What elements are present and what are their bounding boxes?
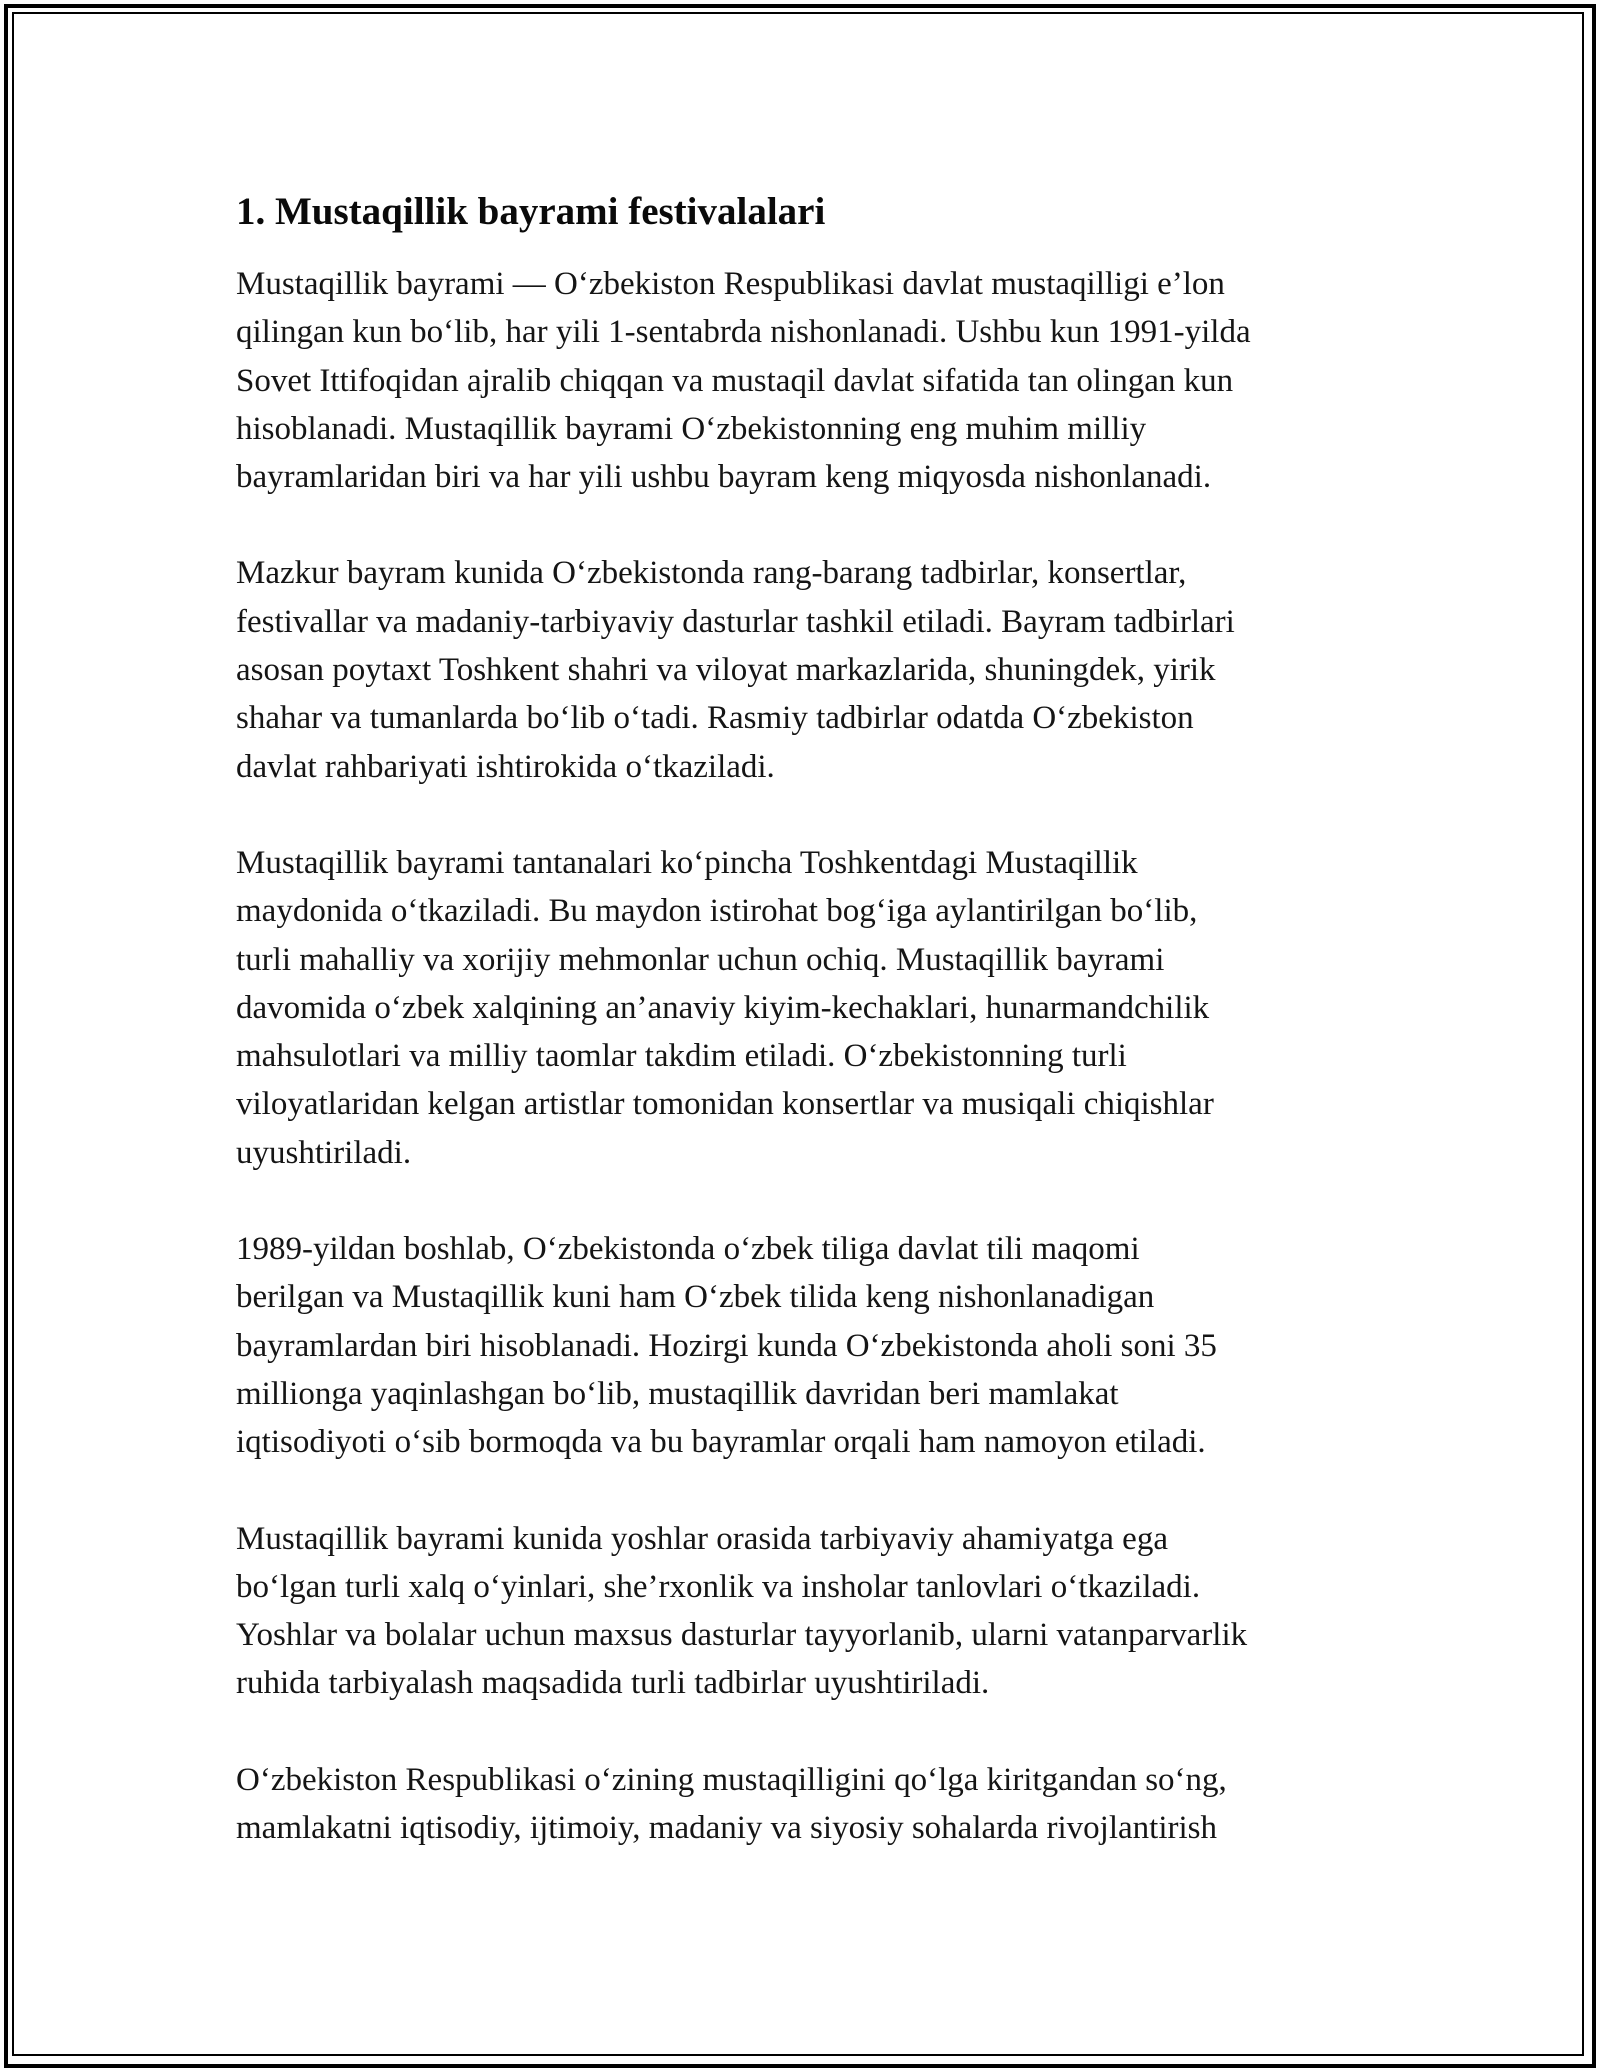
document-body	[236, 186, 1386, 1900]
paragraph-line: iqtisodiyoti o‘sib bormoqda va bu bayramlar orqali ham namoyon etiladi.	[236, 1424, 1206, 1461]
paragraph-line: turli mahalliy va xorijiy mehmonlar uchun ochiq. Mustaqillik bayrami	[236, 941, 1165, 978]
paragraph-line: hisoblanadi. Mustaqillik bayrami O‘zbekistonning eng muhim milliy	[236, 410, 1147, 447]
paragraph-line: Yoshlar va bolalar uchun maxsus dasturlar tayyorlanib, ularni vatanparvarlik	[236, 1617, 1248, 1654]
paragraph-line: davlat rahbariyati ishtirokida o‘tkaziladi.	[236, 748, 775, 785]
paragraph	[236, 839, 1386, 1177]
paragraph-line: Mustaqillik bayrami kunida yoshlar orasida tarbiyaviy ahamiyatga ega	[236, 1520, 1168, 1557]
paragraph-line: asosan poytaxt Toshkent shahri va viloyat markazlarida, shuningdek, yirik	[236, 652, 1216, 689]
paragraph	[236, 1756, 1386, 1853]
paragraph-line: berilgan va Mustaqillik kuni ham O‘zbek tilida keng nishonlanadigan	[236, 1279, 1155, 1316]
paragraph-line: O‘zbekiston Respublikasi o‘zining mustaqilligini qo‘lga kiritgandan so‘ng,	[236, 1761, 1227, 1798]
paragraph-list	[236, 260, 1386, 1852]
paragraph-line: Mazkur bayram kunida O‘zbekistonda rang-barang tadbirlar, konsertlar,	[236, 555, 1187, 592]
paragraph-line: Mustaqillik bayrami tantanalari ko‘pincha Toshkentdagi Mustaqillik	[236, 844, 1138, 881]
paragraph-line: Mustaqillik bayrami — O‘zbekiston Respublikasi davlat mustaqilligi e’lon	[236, 266, 1225, 302]
paragraph-line: qilingan kun bo‘lib, har yili 1-sentabrda nishonlanadi. Ushbu kun 1991-yilda	[236, 314, 1251, 351]
paragraph-line: ruhida tarbiyalash maqsadida turli tadbirlar uyushtiriladi.	[236, 1665, 990, 1702]
paragraph-line: 1989-yildan boshlab, O‘zbekistonda o‘zbek tiliga davlat tili maqomi	[236, 1231, 1140, 1268]
paragraph-line: bayramlardan biri hisoblanadi. Hozirgi kunda O‘zbekistonda aholi soni 35	[236, 1327, 1217, 1364]
paragraph-line: viloyatlaridan kelgan artistlar tomonidan konsertlar va musiqali chiqishlar	[236, 1086, 1214, 1123]
paragraph	[236, 1515, 1386, 1708]
paragraph-line: festivallar va madaniy-tarbiyaviy dasturlar tashkil etiladi. Bayram tadbirlari	[236, 603, 1235, 640]
paragraph-line: millionga yaqinlashgan bo‘lib, mustaqillik davridan beri mamlakat	[236, 1375, 1119, 1412]
paragraph-line: bo‘lgan turli xalq o‘yinlari, she’rxonlik va insholar tanlovlari o‘tkaziladi.	[236, 1568, 1201, 1605]
paragraph-line: Sovet Ittifoqidan ajralib chiqqan va mustaqil davlat sifatida tan olingan kun	[236, 362, 1234, 399]
section-heading: 1. Mustaqillik bayrami festivalalari	[236, 190, 826, 233]
paragraph-line: shahar va tumanlarda bo‘lib o‘tadi. Rasmiy tadbirlar odatda O‘zbekiston	[236, 700, 1194, 737]
paragraph-line: mahsulotlari va milliy taomlar takdim etiladi. O‘zbekistonning turli	[236, 1038, 1127, 1075]
paragraph-line: uyushtiriladi.	[236, 1134, 412, 1171]
paragraph-line: bayramlaridan biri va har yili ushbu bayram keng miqyosda nishonlanadi.	[236, 459, 1212, 496]
paragraph-line: maydonida o‘tkaziladi. Bu maydon istirohat bog‘iga aylantirilgan bo‘lib,	[236, 893, 1198, 930]
paragraph-line: mamlakatni iqtisodiy, ijtimoiy, madaniy va siyosiy sohalarda rivojlantirish	[236, 1810, 1217, 1847]
paragraph	[236, 549, 1386, 790]
paragraph-line: davomida o‘zbek xalqining an’anaviy kiyim-kechaklari, hunarmandchilik	[236, 989, 1210, 1026]
paragraph	[236, 1225, 1386, 1466]
paragraph	[236, 260, 1386, 501]
